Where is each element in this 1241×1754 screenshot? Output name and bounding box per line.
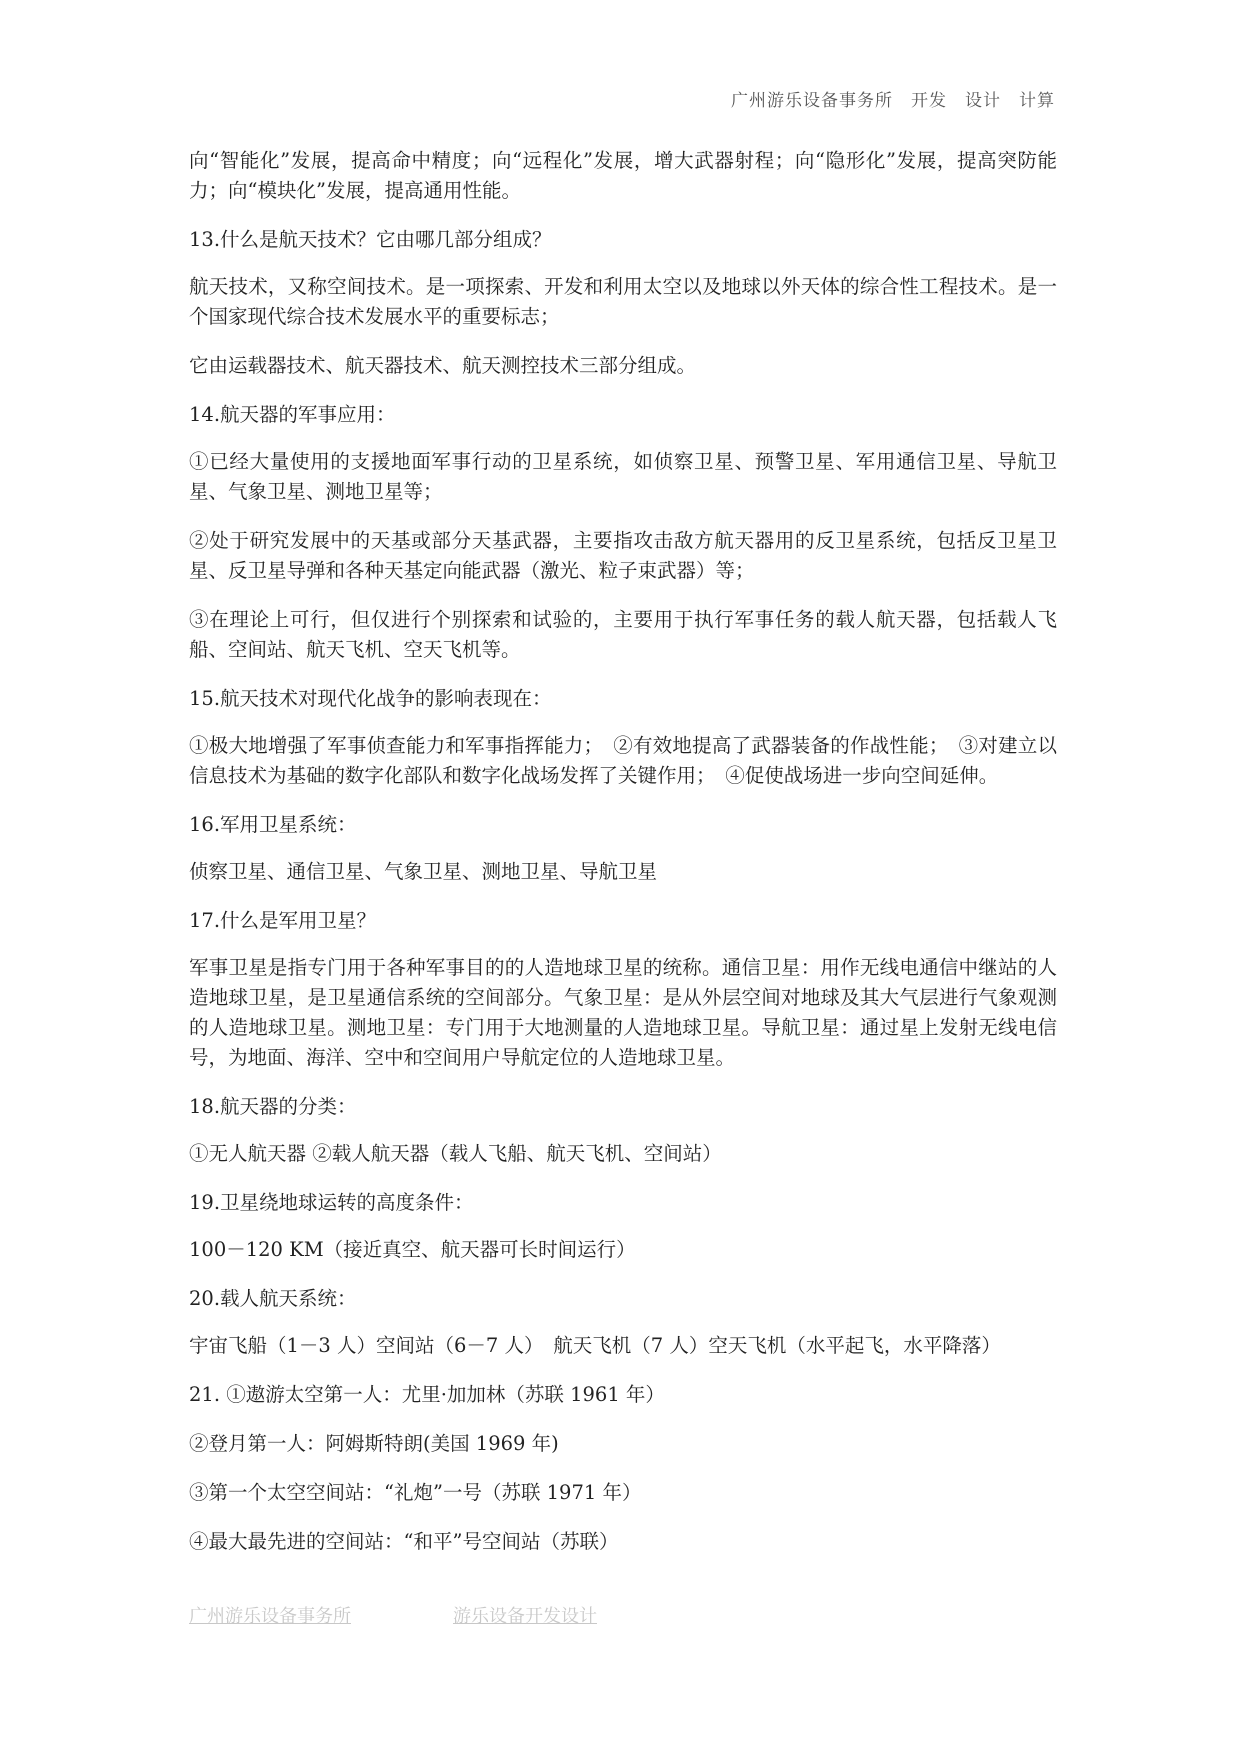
paragraph: ①已经大量使用的支援地面军事行动的卫星系统，如侦察卫星、预警卫星、军用通信卫星、导航卫星、气象卫星、测地卫星等；	[189, 450, 1057, 503]
question-heading: 20.载人航天系统：	[189, 1287, 357, 1310]
footer-link-design[interactable]: 游乐设备开发设计	[453, 1606, 597, 1627]
paragraph: ①极大地增强了军事侦查能力和军事指挥能力； ②有效地提高了武器装备的作战性能； ③对建立以信息技术为基础的数字化部队和数字化战场发挥了关键作用； ④促使战场进一步向空间延伸。	[189, 734, 1057, 787]
paragraph: 它由运载器技术、航天器技术、航天测控技术三部分组成。	[189, 354, 697, 377]
paragraph: 21. ①遨游太空第一人：尤里·加加林（苏联 1961 年）	[189, 1383, 665, 1406]
paragraph: ③第一个太空空间站：“礼炮”一号（苏联 1971 年）	[189, 1481, 642, 1504]
paragraph: 侦察卫星、通信卫星、气象卫星、测地卫星、导航卫星	[189, 860, 658, 883]
paragraph: ④最大最先进的空间站：“和平”号空间站（苏联）	[189, 1530, 619, 1553]
question-heading: 18.航天器的分类：	[189, 1095, 357, 1118]
paragraph: 军事卫星是指专门用于各种军事目的的人造地球卫星的统称。通信卫星：用作无线电通信中继站的人造地球卫星，是卫星通信系统的空间部分。气象卫星：是从外层空间对地球及其大气层进行气象观测的人造地球卫星。测地卫星：专门用于大地测量的人造地球卫星。导航卫星：通过星上发射无线电信号，为地面、海洋、空中和空间用户导航定位的人造地球卫星。	[189, 956, 1057, 1069]
question-heading: 17.什么是军用卫星？	[189, 909, 377, 932]
question-heading: 14.航天器的军事应用：	[189, 403, 396, 426]
page-footer	[189, 1602, 597, 1628]
paragraph: ①无人航天器 ②载人航天器（载人飞船、航天飞机、空间站）	[189, 1142, 722, 1165]
question-heading: 19.卫星绕地球运转的高度条件：	[189, 1191, 474, 1214]
question-heading: 15.航天技术对现代化战争的影响表现在：	[189, 687, 552, 710]
paragraph: ②登月第一人：阿姆斯特朗(美国 1969 年)	[189, 1432, 559, 1455]
footer-link-office[interactable]: 广州游乐设备事务所	[189, 1606, 351, 1627]
paragraph: ③在理论上可行，但仅进行个别探索和试验的，主要用于执行军事任务的载人航天器，包括载人飞船、空间站、航天飞机、空天飞机等。	[189, 608, 1057, 661]
paragraph: ②处于研究发展中的天基或部分天基武器，主要指攻击敌方航天器用的反卫星系统，包括反卫星卫星、反卫星导弹和各种天基定向能武器（激光、粒子束武器）等；	[189, 529, 1057, 582]
question-heading: 13.什么是航天技术？它由哪几部分组成？	[189, 228, 552, 251]
paragraph: 向“智能化”发展，提高命中精度；向“远程化”发展，增大武器射程；向“隐形化”发展，提高突防能力；向“模块化”发展，提高通用性能。	[189, 149, 1057, 202]
document-body	[189, 146, 1057, 1576]
page-header: 广州游乐设备事务所 开发 设计 计算	[731, 91, 1055, 111]
paragraph: 航天技术，又称空间技术。是一项探索、开发和利用太空以及地球以外天体的综合性工程技术。是一个国家现代综合技术发展水平的重要标志；	[189, 275, 1057, 328]
paragraph: 100－120 KM（接近真空、航天器可长时间运行）	[189, 1238, 636, 1261]
question-heading: 16.军用卫星系统：	[189, 813, 357, 836]
paragraph: 宇宙飞船（1－3 人）空间站（6－7 人） 航天飞机（7 人）空天飞机（水平起飞，水平降落）	[189, 1334, 1001, 1357]
